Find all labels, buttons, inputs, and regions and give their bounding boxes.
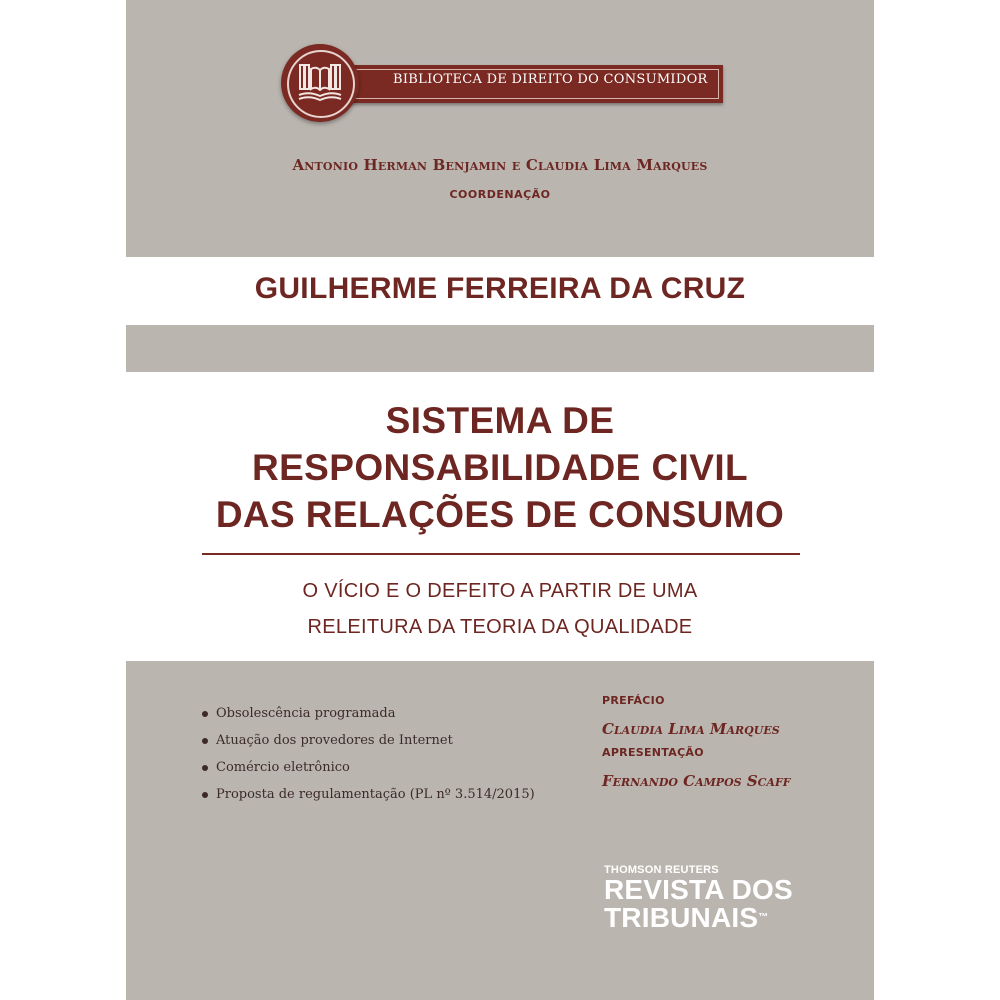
presentation-label: APRESENTAÇÃO (602, 746, 704, 759)
series-badge (281, 44, 721, 122)
topic-text: Proposta de regulamentação (PL nº 3.514/2015) (216, 787, 535, 802)
topic-item (202, 785, 535, 812)
topic-text: Obsolescência programada (216, 706, 396, 721)
trademark-symbol: ™ (758, 912, 769, 923)
bullet-icon (202, 792, 208, 798)
series-ribbon (331, 65, 723, 103)
book-title-line-2: RESPONSABILIDADE CIVIL (251, 447, 748, 488)
topic-text: Atuação dos provedores de Internet (216, 733, 453, 748)
topic-item (202, 758, 535, 785)
author-name: GUILHERME FERREIRA DA CRUZ (254, 272, 746, 305)
series-emblem (281, 44, 359, 122)
topic-item (202, 704, 535, 731)
coordination-label: COORDENAÇÃO (449, 188, 551, 201)
bullet-icon (202, 765, 208, 771)
subtitle-line-2: RELEITURA DA TEORIA DA QUALIDADE (307, 616, 693, 638)
topic-text: Comércio eletrônico (216, 760, 350, 775)
book-title-line-3: DAS RELAÇÕES DE CONSUMO (215, 494, 785, 535)
topics-list (202, 704, 535, 812)
open-book-icon (297, 61, 343, 103)
publisher-group: THOMSON REUTERS (604, 864, 719, 876)
series-title: BIBLIOTECA DE DIREITO DO CONSUMIDOR (393, 72, 708, 87)
publisher-name-line-2 (604, 904, 793, 932)
book-title-line-1: SISTEMA DE (385, 400, 615, 441)
preface-author: Claudia Lima Marques (602, 720, 780, 738)
presentation-author: Fernando Campos Scaff (602, 772, 791, 790)
publisher-name-line-2-text: TRIBUNAIS (604, 902, 759, 933)
topic-item (202, 731, 535, 758)
preface-label: PREFÁCIO (602, 694, 665, 707)
coordinators-names: Antonio Herman Benjamin e Claudia Lima Marques (292, 156, 708, 174)
publisher-logo (604, 864, 793, 932)
subtitle-line-1: O VÍCIO E O DEFEITO A PARTIR DE UMA (302, 580, 698, 602)
title-divider (202, 553, 800, 555)
bullet-icon (202, 711, 208, 717)
book-cover (126, 0, 874, 1000)
credits-block (602, 694, 862, 798)
publisher-name-line-1: REVISTA DOS (604, 874, 793, 905)
bullet-icon (202, 738, 208, 744)
